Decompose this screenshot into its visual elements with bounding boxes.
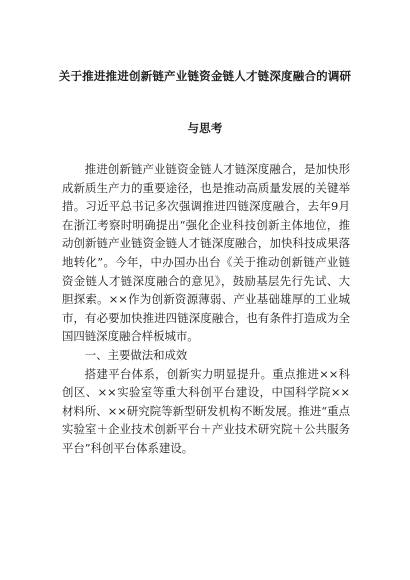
paragraph-intro: 推进创新链产业链资金链人才链深度融合，是加快形成新质生产力的重要途径，也是推动高质量发展的关键举措。习近平总书记多次强调推进四链深度融合，去年9月在浙江考察时明确提出“强化企业科技创新主体地位，推动创新链产业链资金链人才链深度融合，加快科技成果落地转化”。今年，中办国办出台《关于推动创新链产业链资金链人才链深度融合的意见》，鼓励基层先行先试、大胆探索。××作为创新资源薄弱、产业基础雄厚的工业城市，有必要加快推进四链深度融合，也有条件打造成为全国四链深度融合样板城市。 [62,162,350,344]
document-body [62,160,350,458]
section-heading: 一、主要做法和成效 [84,347,188,362]
document-title: 关于推进推进创新链产业链资金链人才链深度融合的调研 [58,69,352,83]
paragraph-platform: 搭建平台体系，创新实力明显提升。重点推进××科创区、××实验室等重大科创平台建设，中国科学院××材料所、××研究院等新型研发机构不断发展。推进“重点实验室＋企业技术创新平台＋产业技术研究院＋公共服务平台”科创平台体系建设。 [62,366,350,455]
document-title-continued: 与思考 [187,121,223,135]
